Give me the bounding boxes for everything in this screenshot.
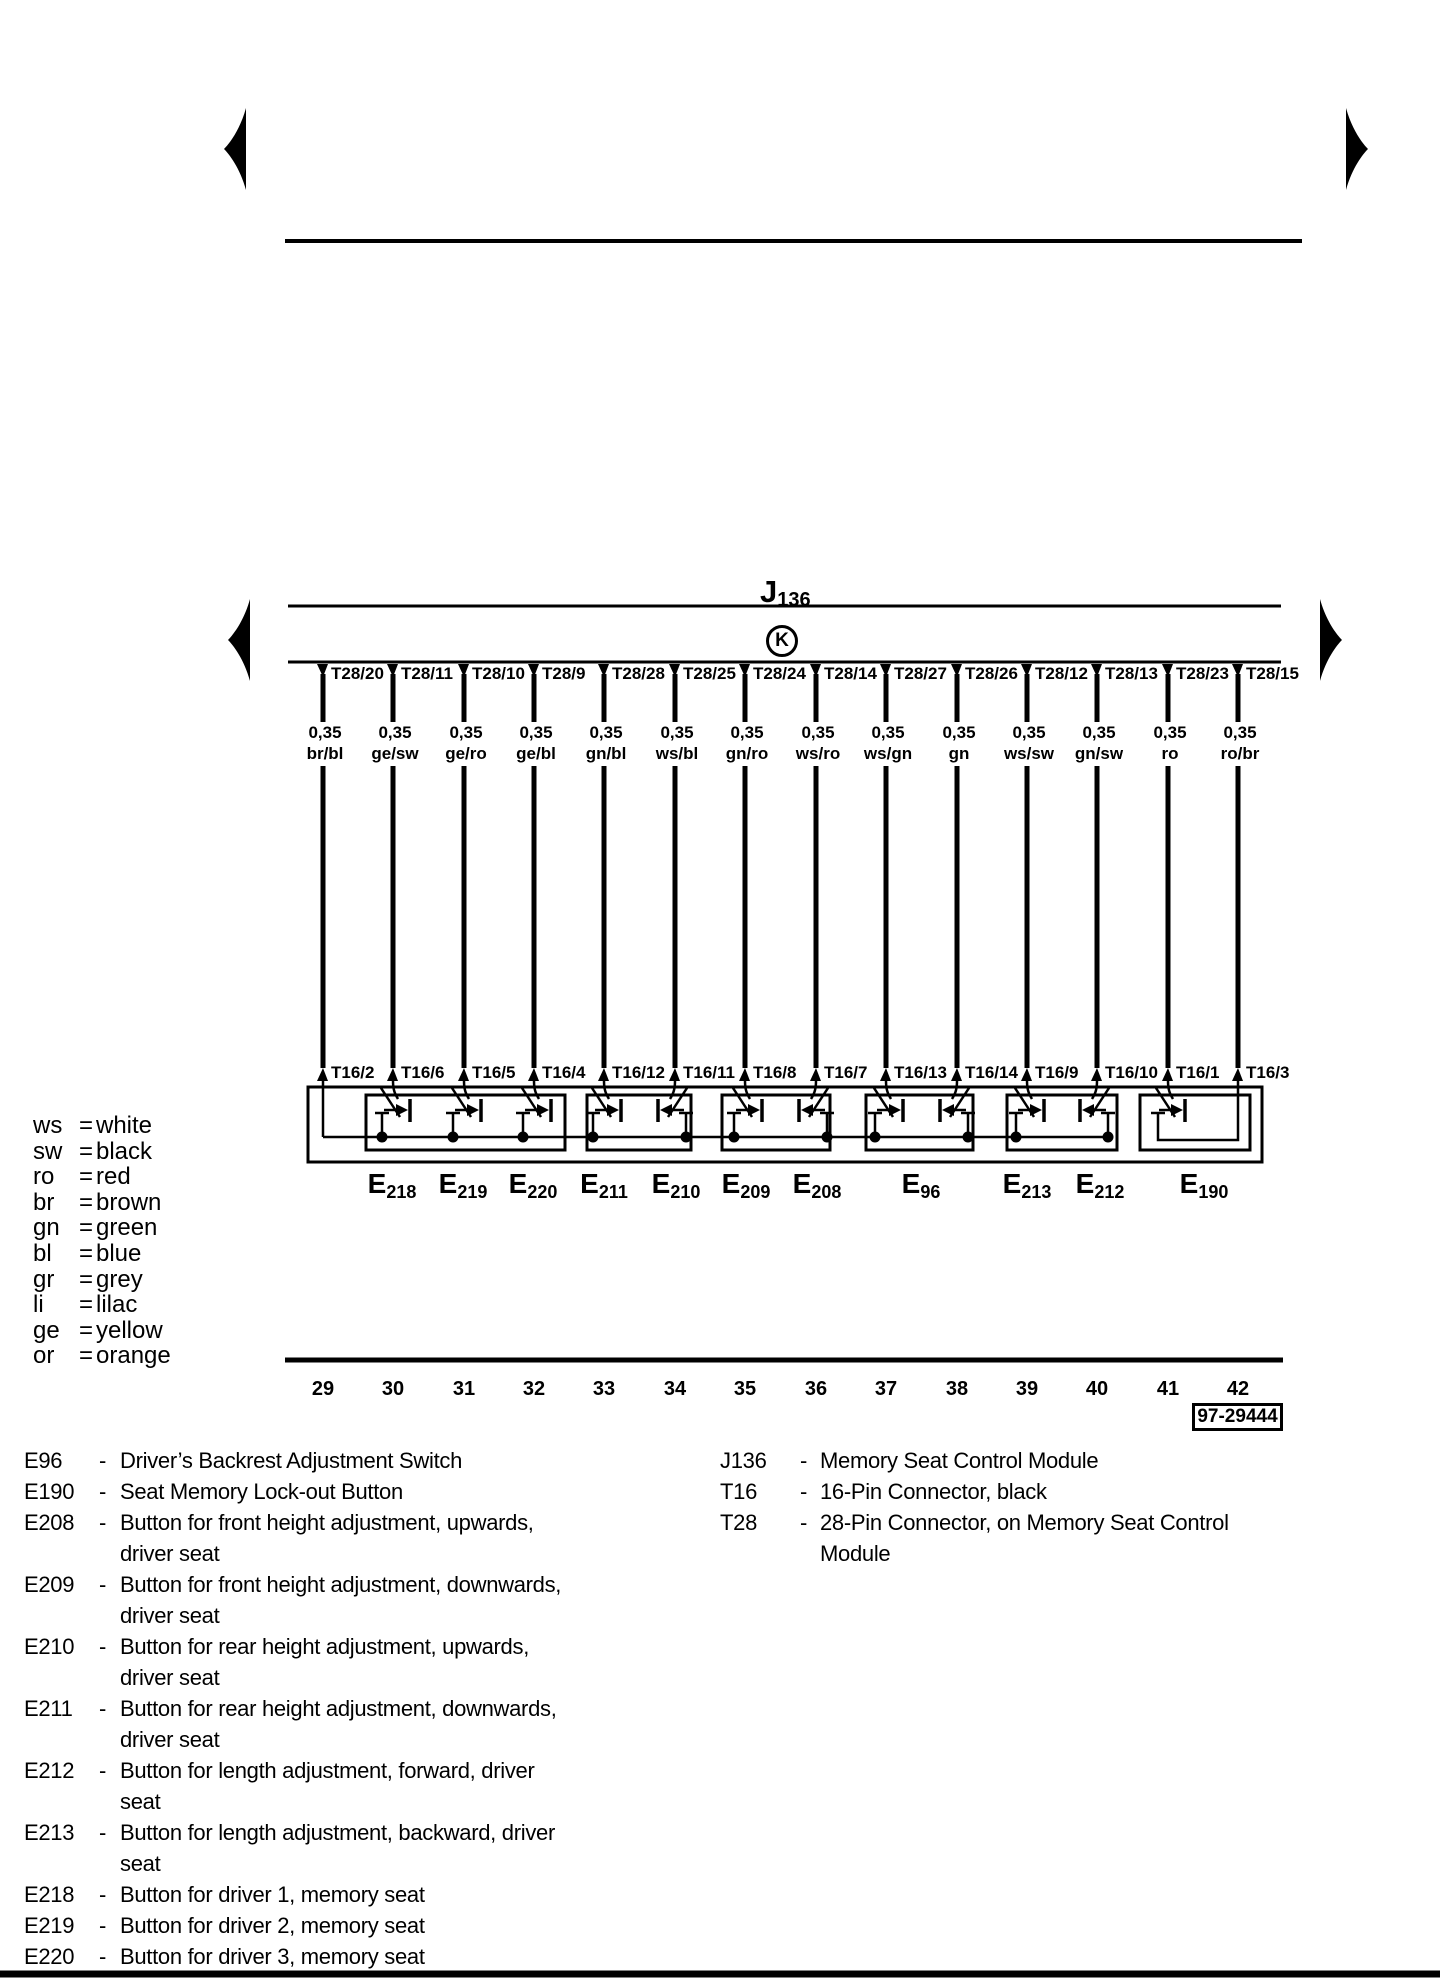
t16-pin-label: T16/14	[965, 1063, 1018, 1082]
connector-arrow-up-icon	[387, 1068, 398, 1081]
component-label-number: 190	[1198, 1182, 1229, 1202]
wire-gauge-label: 0,35	[1153, 723, 1187, 742]
legend-item-code: T28	[720, 1510, 758, 1535]
component-label	[1179, 1168, 1229, 1202]
switch-box	[722, 1095, 830, 1150]
t16-pin-label: T16/4	[542, 1063, 586, 1082]
nav-arrow-left-icon	[228, 599, 250, 681]
module-label-main: J	[760, 574, 778, 609]
t28-pin-label: T28/14	[824, 664, 877, 683]
t28-pin-label: T28/12	[1035, 664, 1088, 683]
wire-gauge-label: 0,35	[660, 723, 694, 742]
track-number: 41	[1156, 1378, 1180, 1400]
legend-item-code: E212	[24, 1758, 75, 1783]
legend-item-dash: -	[99, 1572, 107, 1597]
legend-item-dash: -	[800, 1510, 808, 1535]
color-equals-sign: =	[79, 1112, 94, 1139]
color-name: brown	[96, 1188, 162, 1216]
wire-color-label: ge/ro	[445, 744, 487, 763]
color-equals-sign: =	[79, 1188, 94, 1216]
k-symbol-letter: K	[775, 630, 789, 651]
switch-arrow-head-icon	[660, 1104, 672, 1116]
track-number: 29	[311, 1378, 335, 1400]
track-number: 34	[663, 1378, 687, 1400]
connector-arrow-up-icon	[317, 1068, 328, 1081]
legend-item-code: J136	[720, 1448, 767, 1473]
color-equals-sign: =	[79, 1240, 94, 1267]
component-label	[1075, 1168, 1125, 1202]
color-name: yellow	[96, 1316, 163, 1344]
t16-pin-label: T16/5	[472, 1063, 516, 1082]
wire-gauge-label: 0,35	[1012, 723, 1046, 742]
color-name: red	[96, 1163, 131, 1191]
color-code: gr	[33, 1265, 55, 1293]
legend-item-text: Seat Memory Lock-out Button	[120, 1479, 403, 1504]
component-label	[721, 1168, 771, 1202]
color-name: lilac	[96, 1291, 138, 1319]
legend-item-text: 16-Pin Connector, black	[820, 1479, 1047, 1504]
connector-arrow-up-icon	[880, 1068, 891, 1081]
component-label-number: 209	[740, 1182, 771, 1202]
switch-arrow-head-icon	[396, 1104, 408, 1116]
connector-arrow-up-icon	[739, 1068, 750, 1081]
legend-item-text: Button for driver 1, memory seat	[120, 1882, 425, 1907]
t16-pin-label: T16/1	[1176, 1063, 1220, 1082]
track-number: 33	[592, 1378, 616, 1400]
t16-pin-label: T16/8	[753, 1063, 797, 1082]
component-label-number: 96	[920, 1182, 941, 1202]
color-code: bl	[33, 1240, 52, 1267]
wire-gauge-label: 0,35	[589, 723, 623, 742]
component-label-prefix: E	[1075, 1168, 1095, 1199]
switch-arrow-head-icon	[467, 1104, 479, 1116]
t16-pin-label: T16/2	[331, 1063, 375, 1082]
legend-item-dash: -	[800, 1448, 808, 1473]
wire-color-label: gn/sw	[1074, 744, 1124, 763]
switch-box	[366, 1095, 565, 1150]
color-code: ge	[33, 1316, 60, 1344]
t16-pin-label: T16/7	[824, 1063, 868, 1082]
legend-item-text: Button for length adjustment, backward, driver	[120, 1820, 555, 1845]
color-code: li	[33, 1291, 44, 1319]
legend-item-text: driver seat	[120, 1665, 220, 1690]
component-label-prefix: E	[1002, 1168, 1022, 1199]
connector-arrow-up-icon	[528, 1068, 539, 1081]
component-label-prefix: E	[651, 1168, 671, 1199]
module-label-sub: 136	[777, 589, 811, 611]
legend-item-code: E219	[24, 1913, 75, 1938]
legend-item-text: 28-Pin Connector, on Memory Seat Control	[820, 1510, 1229, 1535]
color-name: grey	[96, 1265, 143, 1293]
t28-pin-label: T28/20	[331, 664, 384, 683]
track-number: 31	[452, 1378, 476, 1400]
component-label-prefix: E	[901, 1168, 921, 1199]
t16-pin-label: T16/6	[401, 1063, 445, 1082]
track-number: 37	[874, 1378, 898, 1400]
connector-arrow-down-icon	[598, 664, 609, 677]
legend-item-text: Memory Seat Control Module	[820, 1448, 1099, 1473]
legend-item-dash: -	[99, 1758, 107, 1783]
component-label	[508, 1168, 558, 1202]
legend-item-dash: -	[99, 1448, 107, 1473]
color-name: orange	[96, 1342, 171, 1370]
drawing-number-stamp: 97-29444	[1192, 1403, 1283, 1431]
t16-pin-label: T16/10	[1105, 1063, 1158, 1082]
switch-box	[866, 1095, 973, 1150]
color-name: black	[96, 1137, 153, 1165]
color-equals-sign: =	[79, 1316, 94, 1344]
connector-arrow-down-icon	[458, 664, 469, 677]
color-code: gn	[33, 1214, 60, 1242]
wire-color-label: ro/br	[1220, 744, 1260, 763]
connector-arrow-down-icon	[880, 664, 891, 677]
wire-gauge-label: 0,35	[942, 723, 976, 742]
t28-pin-label: T28/25	[683, 664, 736, 683]
connector-arrow-up-icon	[810, 1068, 821, 1081]
connector-arrow-down-icon	[528, 664, 539, 677]
connector-arrow-down-icon	[739, 664, 750, 677]
wire-color-label: br/bl	[306, 744, 344, 763]
legend-item-dash: -	[99, 1634, 107, 1659]
nav-arrow-right-icon	[1346, 108, 1368, 190]
component-label-prefix: E	[721, 1168, 741, 1199]
component-label-number: 218	[386, 1182, 417, 1202]
connector-arrow-down-icon	[1162, 664, 1173, 677]
connector-arrow-up-icon	[951, 1068, 962, 1081]
connector-arrow-up-icon	[1021, 1068, 1032, 1081]
color-code: br	[33, 1188, 55, 1216]
wire-color-label: ws/bl	[655, 744, 699, 763]
component-label	[901, 1168, 941, 1202]
connector-arrow-up-icon	[458, 1068, 469, 1081]
connector-arrow-down-icon	[1021, 664, 1032, 677]
wire-color-label: ws/gn	[863, 744, 913, 763]
wire-color-label: ro	[1161, 744, 1179, 763]
component-label-prefix: E	[792, 1168, 812, 1199]
t28-pin-label: T28/10	[472, 664, 525, 683]
wire-gauge-label: 0,35	[449, 723, 483, 742]
track-number: 36	[804, 1378, 828, 1400]
t28-pin-label: T28/9	[542, 664, 586, 683]
component-label-number: 210	[670, 1182, 701, 1202]
track-number: 38	[945, 1378, 969, 1400]
t16-pin-label: T16/3	[1246, 1063, 1290, 1082]
component-label-prefix: E	[580, 1168, 599, 1199]
switch-arrow-head-icon	[1030, 1104, 1042, 1116]
component-label	[1002, 1168, 1052, 1202]
color-code: ro	[33, 1163, 55, 1191]
legend-item-code: E220	[24, 1944, 75, 1969]
t28-pin-label: T28/11	[401, 664, 453, 683]
legend-item-text: driver seat	[120, 1603, 220, 1628]
wire-color-label: ws/sw	[1003, 744, 1055, 763]
legend-item-text: seat	[120, 1789, 161, 1814]
wire-gauge-label: 0,35	[1223, 723, 1257, 742]
component-label-number: 208	[811, 1182, 842, 1202]
t28-pin-label: T28/23	[1176, 664, 1229, 683]
wire-gauge-label: 0,35	[1082, 723, 1116, 742]
connector-arrow-up-icon	[669, 1068, 680, 1081]
legend-item-code: E208	[24, 1510, 75, 1535]
legend-item-text: Button for driver 3, memory seat	[120, 1944, 425, 1969]
legend-item-text: seat	[120, 1851, 161, 1876]
legend-item-code: E190	[24, 1479, 75, 1504]
legend-item-dash: -	[800, 1479, 808, 1504]
connector-arrow-down-icon	[951, 664, 962, 677]
legend-item-code: E211	[24, 1696, 73, 1721]
legend-item-dash: -	[99, 1479, 107, 1504]
color-name: blue	[96, 1240, 142, 1267]
connector-arrow-up-icon	[1232, 1068, 1243, 1081]
t28-pin-label: T28/15	[1246, 664, 1299, 683]
connector-arrow-down-icon	[387, 664, 398, 677]
color-equals-sign: =	[79, 1163, 94, 1191]
t16-pin-label: T16/13	[894, 1063, 947, 1082]
component-label-number: 219	[457, 1182, 488, 1202]
legend-item-text: Button for driver 2, memory seat	[120, 1913, 425, 1938]
connector-arrow-down-icon	[1232, 664, 1243, 677]
switch-arrow-head-icon	[889, 1104, 901, 1116]
track-number: 40	[1085, 1378, 1109, 1400]
component-label-number: 212	[1094, 1182, 1125, 1202]
component-label-number: 220	[527, 1182, 558, 1202]
track-number: 32	[522, 1378, 546, 1400]
legend-item-dash: -	[99, 1820, 107, 1845]
connector-arrow-up-icon	[1162, 1068, 1173, 1081]
component-label	[438, 1168, 488, 1202]
t16-pin-label: T16/9	[1035, 1063, 1079, 1082]
color-name: white	[96, 1112, 153, 1139]
component-label	[792, 1168, 842, 1202]
wire-gauge-label: 0,35	[378, 723, 412, 742]
color-equals-sign: =	[79, 1342, 94, 1370]
nav-arrow-left-icon	[224, 108, 246, 190]
wire-color-label: ge/bl	[516, 744, 556, 763]
component-label	[367, 1168, 417, 1202]
legend-item-text: Button for length adjustment, forward, driver	[120, 1758, 535, 1783]
legend-item-text: Button for front height adjustment, upwards,	[120, 1510, 534, 1535]
t28-pin-label: T28/27	[894, 664, 947, 683]
legend-item-dash: -	[99, 1882, 107, 1907]
connector-arrow-up-icon	[1091, 1068, 1102, 1081]
legend-item-code: E210	[24, 1634, 75, 1659]
t16-pin-label: T16/12	[612, 1063, 665, 1082]
switch-arrow-head-icon	[942, 1104, 954, 1116]
legend-item-text: Button for rear height adjustment, upwards,	[120, 1634, 529, 1659]
legend-item-code: E96	[24, 1448, 63, 1473]
legend-item-text: Button for front height adjustment, downwards,	[120, 1572, 562, 1597]
module-label-j136	[760, 574, 811, 611]
track-number: 35	[733, 1378, 757, 1400]
connector-arrow-down-icon	[810, 664, 821, 677]
color-equals-sign: =	[79, 1137, 94, 1165]
wire-color-label: gn	[948, 744, 970, 763]
track-number: 30	[381, 1378, 405, 1400]
connector-arrow-down-icon	[1091, 664, 1102, 677]
connector-arrow-down-icon	[317, 664, 328, 677]
legend-item-dash: -	[99, 1696, 107, 1721]
module-connector-k-symbol	[766, 625, 798, 657]
component-label-prefix: E	[367, 1168, 387, 1199]
t28-pin-label: T28/26	[965, 664, 1018, 683]
wire-color-label: gn/bl	[585, 744, 627, 763]
component-label-number: 211	[598, 1182, 628, 1202]
legend-item-text: driver seat	[120, 1727, 220, 1752]
component-label	[651, 1168, 701, 1202]
switch-arrow-head-icon	[748, 1104, 760, 1116]
wire-color-label: ge/sw	[371, 744, 419, 763]
color-name: green	[96, 1214, 158, 1242]
legend-item-code: E218	[24, 1882, 75, 1907]
wire-gauge-label: 0,35	[519, 723, 553, 742]
switch-arrow-head-icon	[1171, 1104, 1183, 1116]
legend-item-code: T16	[720, 1479, 758, 1504]
legend-item-dash: -	[99, 1913, 107, 1938]
t28-pin-label: T28/13	[1105, 664, 1158, 683]
track-number: 39	[1015, 1378, 1039, 1400]
t16-pin-label: T16/11	[683, 1063, 735, 1082]
component-label-prefix: E	[438, 1168, 458, 1199]
component-label-prefix: E	[1179, 1168, 1199, 1199]
wire-color-label: gn/ro	[725, 744, 769, 763]
legend-item-text: Module	[820, 1541, 891, 1566]
color-code: or	[33, 1342, 55, 1370]
t28-pin-label: T28/24	[753, 664, 806, 683]
color-code: ws	[33, 1112, 63, 1139]
switch-arrow-head-icon	[537, 1104, 549, 1116]
legend-item-code: E209	[24, 1572, 75, 1597]
switch-box	[1140, 1095, 1250, 1150]
component-label-prefix: E	[508, 1168, 528, 1199]
switch-arrow-head-icon	[1082, 1104, 1094, 1116]
track-number: 42	[1226, 1378, 1250, 1400]
legend-item-dash: -	[99, 1944, 107, 1969]
legend-item-text: driver seat	[120, 1541, 220, 1566]
wire-gauge-label: 0,35	[801, 723, 835, 742]
wire-gauge-label: 0,35	[308, 723, 342, 742]
connector-arrow-up-icon	[598, 1068, 609, 1081]
color-equals-sign: =	[79, 1214, 94, 1242]
legend-item-text: Driver’s Backrest Adjustment Switch	[120, 1448, 463, 1473]
legend-item-code: E213	[24, 1820, 75, 1845]
legend-item-text: Button for rear height adjustment, downwards,	[120, 1696, 557, 1721]
component-label-number: 213	[1021, 1182, 1052, 1202]
color-equals-sign: =	[79, 1265, 94, 1293]
color-code: sw	[33, 1137, 63, 1165]
switch-arrow-head-icon	[801, 1104, 813, 1116]
wire-gauge-label: 0,35	[730, 723, 764, 742]
switch-arrow-head-icon	[607, 1104, 619, 1116]
wire-color-label: ws/ro	[795, 744, 841, 763]
nav-arrow-right-icon	[1320, 599, 1342, 681]
wire-gauge-label: 0,35	[871, 723, 905, 742]
legend-item-dash: -	[99, 1510, 107, 1535]
connector-arrow-down-icon	[669, 664, 680, 677]
component-label	[580, 1168, 628, 1202]
t28-pin-label: T28/28	[612, 664, 665, 683]
color-equals-sign: =	[79, 1291, 94, 1319]
